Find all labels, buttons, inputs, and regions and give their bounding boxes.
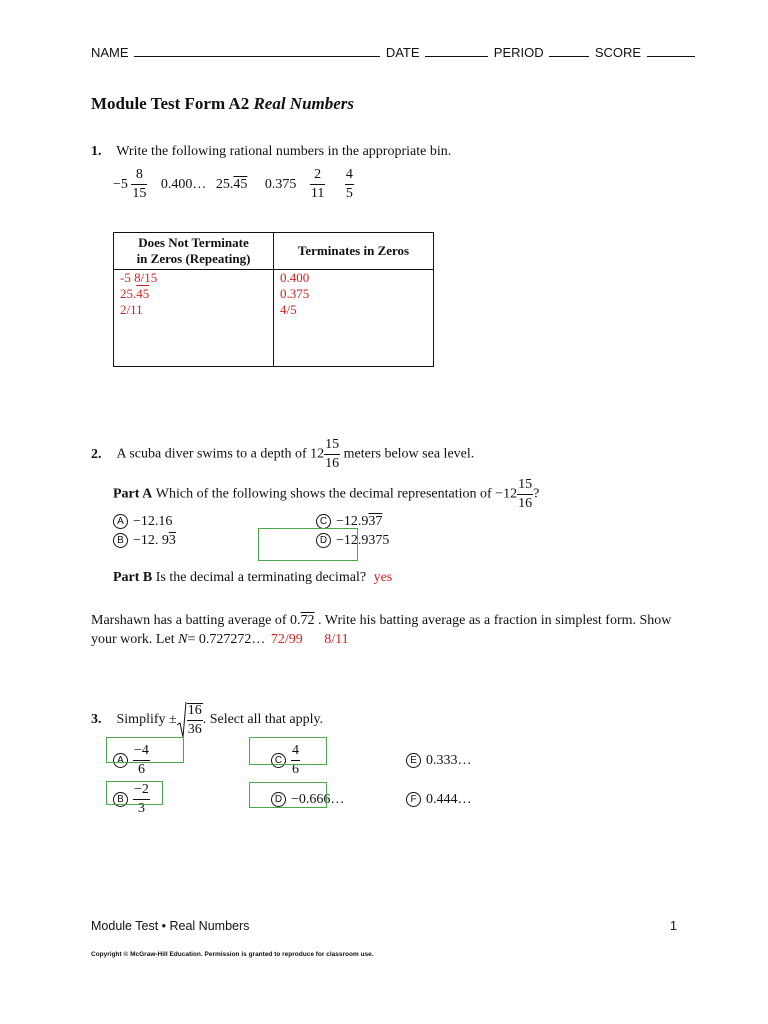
col1-header: Does Not Terminate in Zeros (Repeating) [114, 233, 274, 270]
q2-partA-fraction: $\frac{15}{16}$ [518, 477, 533, 511]
q2-partA: Part A Which of the following shows the decimal representation of −12 $\frac{15}{16}$ ? [113, 477, 540, 511]
q2-option-b[interactable]: B −12. 93 [113, 533, 176, 549]
marshawn-answer-2: 8/11 [324, 632, 349, 647]
q2-option-d[interactable]: D −12.9375 [316, 533, 389, 549]
col2-answer: 4/5 [280, 302, 297, 317]
q3-selection-box-a [106, 737, 184, 763]
header-row [91, 45, 697, 60]
option-b-icon: B [113, 533, 128, 548]
q1-bins-table [113, 232, 434, 367]
q1-item6: $\frac{4}{5}$ [345, 167, 353, 201]
col2-answers[interactable] [274, 270, 434, 367]
q3-selection-box-b [106, 781, 163, 805]
q3-selection-box-c [249, 737, 327, 765]
q3-option-c[interactable]: C $\frac{4}{6}$ [271, 744, 300, 777]
q2-partB: Part B Is the decimal a terminating decimal? yes [113, 570, 393, 585]
q3-option-b[interactable]: B $\frac{-2}{3}$ [113, 783, 150, 816]
q1-text: Write the following rational numbers in the appropriate bin. [116, 144, 452, 159]
option-c-icon: C [316, 514, 331, 529]
page-title [91, 94, 354, 114]
option-f-icon: F [406, 792, 421, 807]
option-d-icon: D [271, 792, 286, 807]
q1-items [113, 168, 354, 201]
q1-item5: $\frac{2}{11}$ [310, 167, 325, 201]
q1-item4: 0.375 [264, 176, 297, 192]
q1-item3: 25.45 [215, 176, 248, 192]
option-c-icon: C [271, 753, 286, 768]
q2-prompt: 2. A scuba diver swims to a depth of 12 $\frac{15}{16}$ meters below sea level. [91, 437, 475, 471]
footer-page-number: 1 [670, 919, 677, 933]
col2-answer: 0.375 [280, 286, 310, 301]
col1-answer: -5 8/15 [120, 270, 158, 285]
q3-selection-box-d [249, 782, 327, 808]
col1-answer: 2/11 [120, 302, 143, 317]
footer-module: Module Test • Real Numbers [91, 919, 250, 933]
col1-answer: 25.45 [120, 286, 150, 301]
q1-number: 1. [91, 144, 102, 159]
date-field[interactable] [425, 56, 488, 57]
col1-answers[interactable] [114, 270, 274, 367]
option-e-icon: E [406, 753, 421, 768]
q2-selection-box [258, 528, 358, 561]
q2-number: 2. [91, 446, 102, 462]
date-label: DATE [385, 45, 420, 60]
q3-option-d[interactable]: D −0.666… [271, 792, 344, 808]
marshawn-line2: your work. Let N= 0.727272… 72/99 8/11 [91, 632, 349, 647]
score-label: SCORE [594, 45, 642, 60]
q3-option-e[interactable]: E 0.333… [406, 753, 472, 769]
marshawn-answer-1: 72/99 [270, 632, 303, 647]
q2-partB-answer: yes [373, 570, 393, 585]
q3-option-f[interactable]: F 0.444… [406, 792, 472, 808]
sqrt-icon: $\frac{16}{36}$ [177, 701, 203, 739]
q3-option-a[interactable]: A $\frac{-4}{6}$ [113, 744, 150, 777]
q2-depth-fraction: $\frac{15}{16}$ [325, 437, 340, 471]
title-italic: Real Numbers [253, 94, 355, 113]
option-b-icon: B [113, 792, 128, 807]
q2-option-a[interactable]: A −12.16 [113, 514, 172, 530]
option-a-icon: A [113, 753, 128, 768]
option-d-icon: D [316, 533, 331, 548]
period-field[interactable] [549, 56, 589, 57]
q3-prompt: 3. Simplify ± $\frac{16}{36}$ . Select all that apply. [91, 703, 324, 737]
score-field[interactable] [647, 56, 695, 57]
footer-copyright: Copyright © McGraw-Hill Education. Permission is granted to reproduce for classroom use. [91, 951, 374, 958]
name-field[interactable] [134, 56, 380, 57]
col2-answer: 0.400 [280, 270, 310, 285]
q3-number: 3. [91, 712, 102, 727]
title-main: Module Test Form A2 [91, 94, 250, 113]
col2-header: Terminates in Zeros [274, 233, 434, 270]
name-label: NAME [91, 45, 129, 60]
option-a-icon: A [113, 514, 128, 529]
q1-item1: −5 $\frac{8}{15}$ [113, 167, 147, 201]
marshawn-line1: Marshawn has a batting average of 0.72 . Write his batting average as a fraction in simplest form. Show [91, 613, 672, 628]
q1-prompt [91, 144, 451, 160]
q2-option-c[interactable]: C −12.937 [316, 514, 382, 530]
period-label: PERIOD [493, 45, 544, 60]
q1-item2: 0.400… [160, 176, 207, 192]
